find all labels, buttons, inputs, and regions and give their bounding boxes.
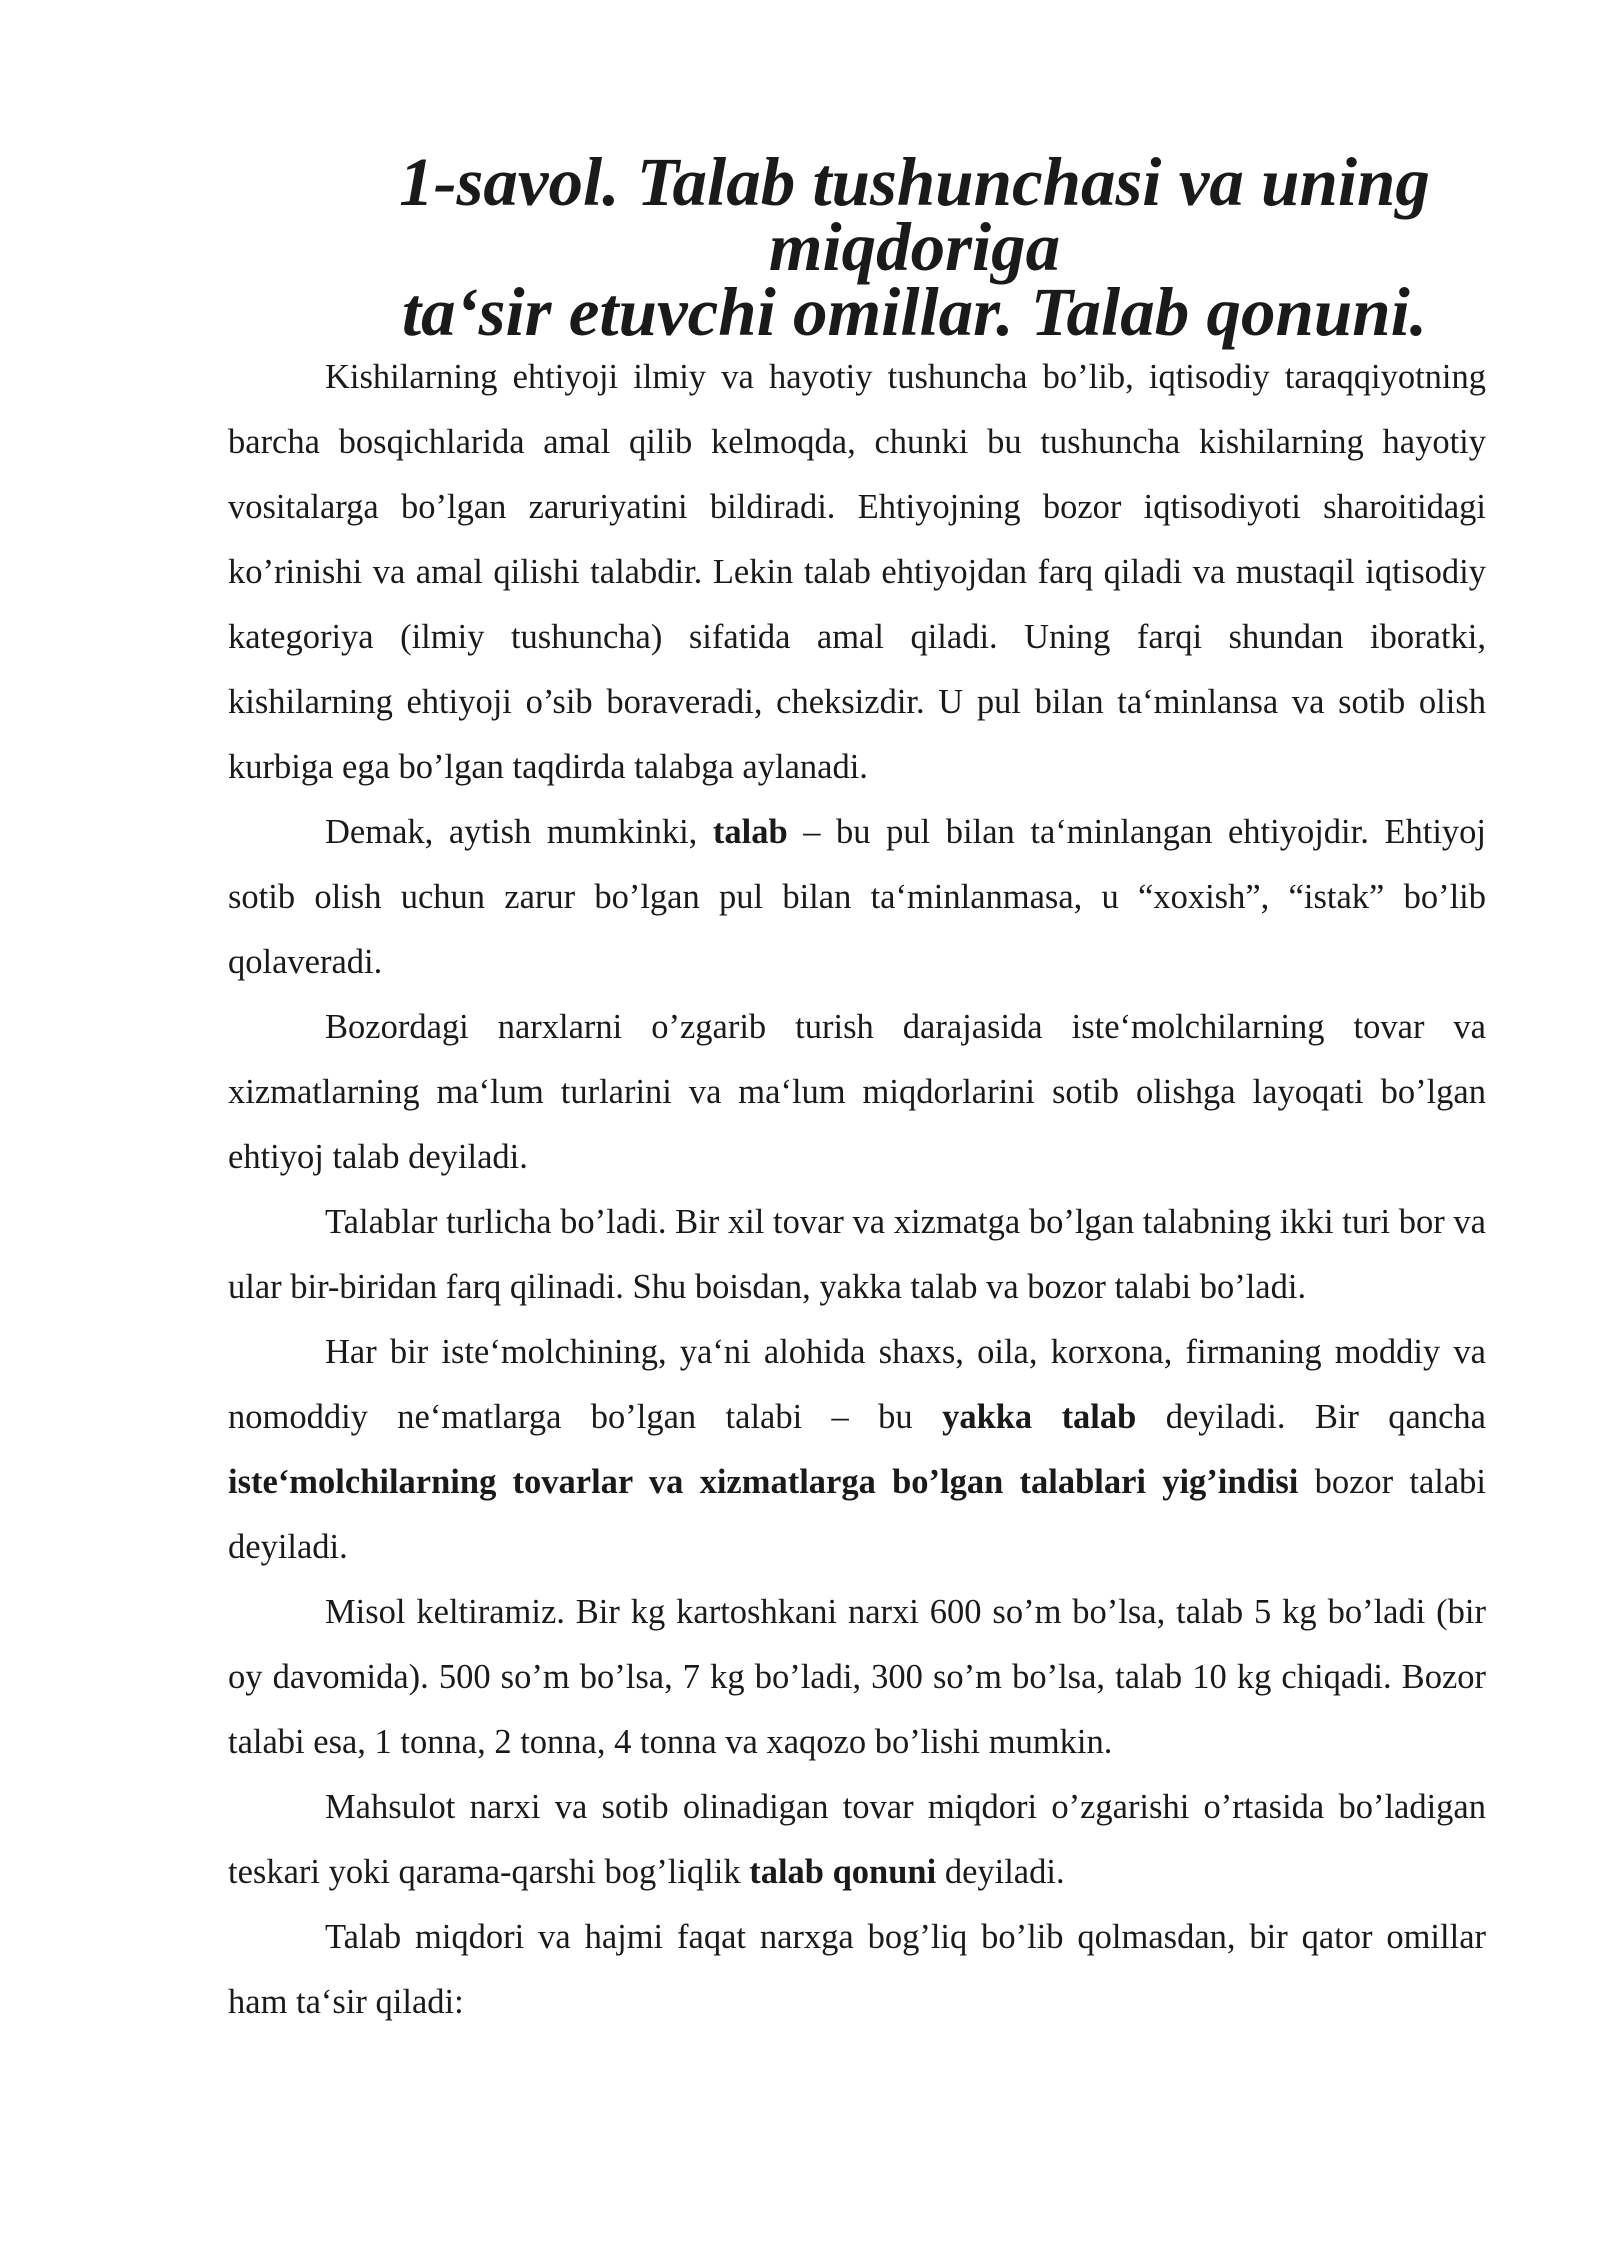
paragraph-text: Talab miqdori va hajmi faqat narxga bog’liq bo’lib qolmasdan, bir qator omillar ham ta‘sir qiladi: <box>228 1918 1486 2021</box>
paragraph-need-definition <box>228 345 1486 800</box>
paragraph-text: Mahsulot narxi va sotib olinadigan tovar miqdori o’zgarishi o’rtasida bo’ladigan teskari yoki qarama-qarshi bog’liqlik <box>228 1788 1486 1891</box>
paragraph-demand-types <box>228 1190 1486 1320</box>
term-talab-qonuni: talab qonuni <box>749 1853 937 1891</box>
document-page <box>228 144 1486 2035</box>
title-line-2: ta‘sir etuvchi omillar. Talab qonuni. <box>402 274 1427 350</box>
paragraph-text: – bu pul bilan ta‘minlangan ehtiyojdir. Ehtiyoj sotib olish uchun zarur bo’lgan pul bilan ta‘minlanmasa, u “xoxish”, “istak” bo’lib qolaveradi. <box>228 813 1486 981</box>
paragraph-demand-factors <box>228 1905 1486 2035</box>
title-line-1: 1-savol. Talab tushunchasi va uning miqdoriga <box>399 144 1430 285</box>
paragraph-example <box>228 1580 1486 1775</box>
paragraph-demand-definition <box>228 800 1486 995</box>
term-yakka-talab: yakka talab <box>942 1398 1137 1436</box>
term-talab: talab <box>712 813 788 851</box>
paragraph-text: Talablar turlicha bo’ladi. Bir xil tovar va xizmatga bo’lgan talabning ikki turi bor va ular bir-biridan farq qilinadi. Shu boisdan, yakka talab va bozor talabi bo’ladi. <box>228 1203 1486 1306</box>
paragraph-individual-market-demand <box>228 1320 1486 1580</box>
section-title <box>228 144 1486 350</box>
paragraph-demand-explained <box>228 995 1486 1190</box>
paragraph-text: Kishilarning ehtiyoji ilmiy va hayotiy tushuncha bo’lib, iqtisodiy taraqqiyotning barcha bosqichlarida amal qilib kelmoqda, chunki bu tushuncha kishilarning hayotiy vositalarga bo’lgan zaruriyatini bildiradi. Ehtiyojning bozor iqtisodiyoti sharoitidagi ko’rinishi va amal qilishi talabdir. Lekin talab ehtiyojdan farq qiladi va mustaqil iqtisodiy kategoriya (ilmiy tushuncha) sifatida amal qiladi. Uning farqi shundan iboratki, kishilarning ehtiyoji o’sib boraveradi, cheksizdir. U pul bilan ta‘minlansa va sotib olish kurbiga ega bo’lgan taqdirda talabga aylanadi. <box>228 358 1486 786</box>
paragraph-text: Misol keltiramiz. Bir kg kartoshkani narxi 600 so’m bo’lsa, talab 5 kg bo’ladi (bir oy davomida). 500 so’m bo’lsa, 7 kg bo’ladi, 300 so’m bo’lsa, talab 10 kg chiqadi. Bozor talabi esa, 1 tonna, 2 tonna, 4 tonna va xaqozo bo’lishi mumkin. <box>228 1593 1486 1761</box>
paragraph-law-of-demand <box>228 1775 1486 1905</box>
paragraph-text: deyiladi. Bir qancha <box>1136 1398 1486 1436</box>
paragraph-text: Bozordagi narxlarni o’zgarib turish darajasida iste‘molchilarning tovar va xizmatlarning ma‘lum turlarini va ma‘lum miqdorlarini sotib olishga layoqati bo’lgan ehtiyoj talab deyiladi. <box>228 1008 1486 1176</box>
paragraph-text: Har bir iste‘molchining, ya‘ni alohida shaxs, oila, korxona, firmaning moddiy va nomoddiy ne‘matlarga bo’lgan talabi – bu <box>228 1333 1486 1436</box>
paragraph-text: bozor talabi deyiladi. <box>228 1463 1486 1566</box>
paragraph-text: deyiladi. <box>936 1853 1065 1891</box>
paragraph-text: Demak, aytish mumkinki, <box>325 813 713 851</box>
term-market-demand-definition: iste‘molchilarning tovarlar va xizmatlarga bo’lgan talablari yig’indisi <box>228 1463 1299 1501</box>
